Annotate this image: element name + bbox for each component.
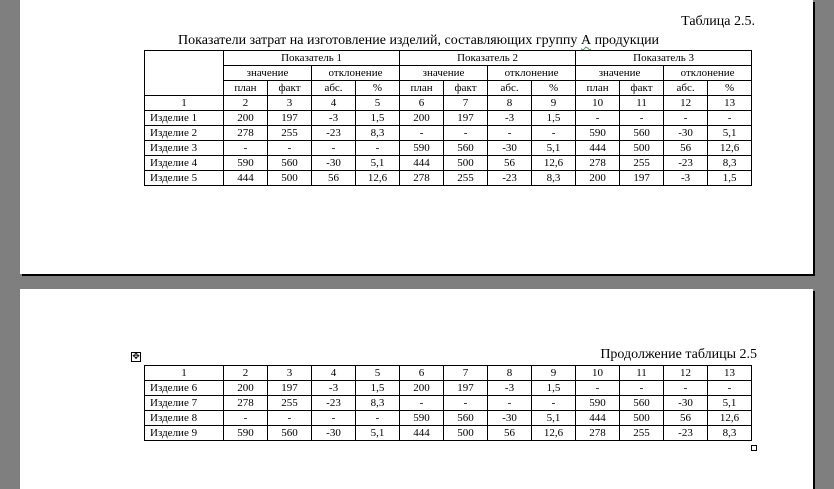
column-number-cell: 7 — [444, 366, 488, 381]
row-name-cell: Изделие 7 — [145, 396, 224, 411]
header-subgroup-cell: отклонение — [488, 66, 576, 81]
header-column-cell: план — [400, 81, 444, 96]
table-cell: 12,6 — [708, 411, 752, 426]
header-column-cell: % — [532, 81, 576, 96]
header-column-cell: % — [356, 81, 400, 96]
table-cell: 8,3 — [532, 171, 576, 186]
table-cell: 590 — [400, 141, 444, 156]
table-cell: 8,3 — [356, 396, 400, 411]
table-cell: 8,3 — [708, 156, 752, 171]
header-subgroup-cell: значение — [576, 66, 664, 81]
header-column-cell: факт — [444, 81, 488, 96]
table-cell: 590 — [576, 126, 620, 141]
table-cell: 444 — [224, 171, 268, 186]
table-cell: 5,1 — [708, 126, 752, 141]
column-number-cell: 10 — [576, 366, 620, 381]
table-cell: - — [664, 381, 708, 396]
move-cross-icon[interactable]: ✥ — [132, 352, 140, 362]
table-cell: 444 — [400, 426, 444, 441]
column-number-cell: 3 — [268, 366, 312, 381]
continuation-label: Продолжение таблицы 2.5 — [600, 347, 757, 362]
column-number-row — [145, 366, 752, 381]
table-cell: 5,1 — [532, 411, 576, 426]
table-cell: - — [444, 396, 488, 411]
table-cell: - — [488, 126, 532, 141]
row-name-cell: Изделие 6 — [145, 381, 224, 396]
table-cell: 255 — [620, 156, 664, 171]
header-column-cell: факт — [268, 81, 312, 96]
table-cell: 12,6 — [356, 171, 400, 186]
table-cell: 444 — [576, 411, 620, 426]
table-cell: -3 — [488, 381, 532, 396]
table-cell: 12,6 — [532, 156, 576, 171]
table-cell: 255 — [268, 126, 312, 141]
table-cell: 200 — [400, 111, 444, 126]
column-number-cell: 11 — [620, 366, 664, 381]
table-cell: - — [400, 126, 444, 141]
costs-table-continuation — [144, 365, 752, 441]
header-row-groups — [145, 51, 752, 66]
table-cell: 5,1 — [356, 426, 400, 441]
row-name-cell: Изделие 5 — [145, 171, 224, 186]
table-cell: - — [224, 411, 268, 426]
table-row — [145, 126, 752, 141]
table-cell: 200 — [224, 111, 268, 126]
table-cell: -30 — [312, 156, 356, 171]
column-number-cell: 7 — [444, 96, 488, 111]
table-cell: - — [576, 111, 620, 126]
document-page-2 — [20, 289, 813, 489]
table-cell: - — [708, 111, 752, 126]
column-number-cell: 6 — [400, 366, 444, 381]
table-cell: 590 — [400, 411, 444, 426]
table-cell: 197 — [444, 381, 488, 396]
table-cell: 197 — [444, 111, 488, 126]
table-cell: -30 — [312, 426, 356, 441]
column-number-cell: 4 — [312, 96, 356, 111]
column-number-cell: 8 — [488, 366, 532, 381]
header-row-subgroups — [145, 66, 752, 81]
table-cell: -3 — [312, 111, 356, 126]
row-name-cell: Изделие 9 — [145, 426, 224, 441]
table-cell: - — [400, 396, 444, 411]
table-cell: - — [488, 396, 532, 411]
table-cell: 197 — [268, 111, 312, 126]
column-number-cell: 2 — [224, 366, 268, 381]
table-cell: 590 — [224, 426, 268, 441]
table-title-text-end: продукции — [591, 33, 660, 48]
header-subgroup-cell: отклонение — [664, 66, 752, 81]
table-row — [145, 381, 752, 396]
table-cell: -23 — [664, 426, 708, 441]
table-cell: -3 — [312, 381, 356, 396]
table-cell: - — [356, 411, 400, 426]
column-number-cell: 13 — [708, 96, 752, 111]
row-name-cell: Изделие 3 — [145, 141, 224, 156]
table-cell: 5,1 — [708, 396, 752, 411]
table-cell: 56 — [488, 156, 532, 171]
table-cell: 278 — [400, 171, 444, 186]
table-cell: - — [444, 126, 488, 141]
header-corner-cell — [145, 51, 224, 96]
table-cell: -30 — [488, 411, 532, 426]
column-number-cell: 9 — [532, 366, 576, 381]
table-cell: -23 — [664, 156, 708, 171]
table-cell: 56 — [664, 141, 708, 156]
table-cell: - — [708, 381, 752, 396]
table-cell: -3 — [488, 111, 532, 126]
table-cell: 12,6 — [532, 426, 576, 441]
table-cell: - — [312, 411, 356, 426]
column-number-cell: 12 — [664, 366, 708, 381]
column-number-cell: 12 — [664, 96, 708, 111]
table-cell: 444 — [576, 141, 620, 156]
table-cell: 12,6 — [708, 141, 752, 156]
table-cell: 560 — [444, 141, 488, 156]
table-cell: - — [312, 141, 356, 156]
table-resize-handle[interactable] — [751, 445, 757, 451]
column-number-cell: 10 — [576, 96, 620, 111]
table-cell: 278 — [576, 426, 620, 441]
table-cell: - — [224, 141, 268, 156]
column-number-cell: 11 — [620, 96, 664, 111]
table-cell: -30 — [488, 141, 532, 156]
header-subgroup-cell: значение — [224, 66, 312, 81]
table-cell: 500 — [268, 171, 312, 186]
header-column-cell: факт — [620, 81, 664, 96]
table-cell: -3 — [664, 171, 708, 186]
table-title — [178, 33, 659, 49]
table-row — [145, 111, 752, 126]
column-number-cell: 1 — [145, 366, 224, 381]
table-cell: - — [620, 381, 664, 396]
table-cell: 255 — [444, 171, 488, 186]
table-cell: 1,5 — [356, 111, 400, 126]
table-cell: 197 — [620, 171, 664, 186]
table-cell: 560 — [620, 126, 664, 141]
table-cell: 5,1 — [532, 141, 576, 156]
table-cell: 278 — [576, 156, 620, 171]
table-cell: 56 — [488, 426, 532, 441]
document-page-1 — [20, 0, 813, 274]
row-name-cell: Изделие 4 — [145, 156, 224, 171]
row-name-cell: Изделие 2 — [145, 126, 224, 141]
table-cell: -23 — [312, 126, 356, 141]
table-cell: 1,5 — [356, 381, 400, 396]
column-number-cell: 8 — [488, 96, 532, 111]
header-subgroup-cell: отклонение — [312, 66, 400, 81]
table-cell: 200 — [576, 171, 620, 186]
header-row-columns — [145, 81, 752, 96]
table-cell: 200 — [400, 381, 444, 396]
header-column-cell: абс. — [664, 81, 708, 96]
table-cell: 560 — [268, 156, 312, 171]
column-number-cell: 6 — [400, 96, 444, 111]
header-group-cell: Показатель 3 — [576, 51, 752, 66]
table-cell: 197 — [268, 381, 312, 396]
table-title-text-start: Показатели затрат на изготовление изделий, составляющих группу — [178, 33, 581, 48]
table-cell: 1,5 — [532, 381, 576, 396]
table-cell: -23 — [312, 396, 356, 411]
table-cell: 200 — [224, 381, 268, 396]
table-cell: - — [620, 111, 664, 126]
table-row — [145, 411, 752, 426]
column-number-cell: 4 — [312, 366, 356, 381]
table-cell: 590 — [576, 396, 620, 411]
table-cell: 560 — [620, 396, 664, 411]
column-number-row — [145, 96, 752, 111]
table-cell: 1,5 — [708, 171, 752, 186]
table-cell: 500 — [620, 411, 664, 426]
header-group-cell: Показатель 1 — [224, 51, 400, 66]
column-number-cell: 3 — [268, 96, 312, 111]
header-group-cell: Показатель 2 — [400, 51, 576, 66]
table-cell: - — [532, 396, 576, 411]
table-cell: 590 — [224, 156, 268, 171]
table-row — [145, 141, 752, 156]
table-row — [145, 426, 752, 441]
table-cell: 56 — [312, 171, 356, 186]
table-cell: 560 — [268, 426, 312, 441]
table-cell: 500 — [620, 141, 664, 156]
header-subgroup-cell: значение — [400, 66, 488, 81]
column-number-cell: 5 — [356, 366, 400, 381]
table-cell: - — [356, 141, 400, 156]
table-row — [145, 396, 752, 411]
table-cell: -30 — [664, 126, 708, 141]
column-number-cell: 13 — [708, 366, 752, 381]
table-cell: 255 — [268, 396, 312, 411]
table-cell: 255 — [620, 426, 664, 441]
table-cell: -30 — [664, 396, 708, 411]
table-row — [145, 156, 752, 171]
table-cell: 278 — [224, 396, 268, 411]
table-cell: - — [268, 411, 312, 426]
table-cell: 278 — [224, 126, 268, 141]
header-column-cell: план — [576, 81, 620, 96]
row-name-cell: Изделие 8 — [145, 411, 224, 426]
column-number-cell: 2 — [224, 96, 268, 111]
column-number-cell: 1 — [145, 96, 224, 111]
table-cell: - — [664, 111, 708, 126]
column-number-cell: 5 — [356, 96, 400, 111]
table-cell: 444 — [400, 156, 444, 171]
column-number-cell: 9 — [532, 96, 576, 111]
costs-table — [144, 50, 752, 186]
header-column-cell: план — [224, 81, 268, 96]
table-cell: 1,5 — [532, 111, 576, 126]
table-cell: - — [576, 381, 620, 396]
header-column-cell: абс. — [488, 81, 532, 96]
table-label: Таблица 2.5. — [681, 14, 755, 29]
table-cell: - — [268, 141, 312, 156]
spellcheck-marked-word: А — [580, 33, 592, 48]
table-cell: 500 — [444, 156, 488, 171]
table-cell: -23 — [488, 171, 532, 186]
table-cell: 56 — [664, 411, 708, 426]
table-cell: - — [532, 126, 576, 141]
table-row — [145, 171, 752, 186]
table-cell: 500 — [444, 426, 488, 441]
table-cell: 8,3 — [356, 126, 400, 141]
header-column-cell: абс. — [312, 81, 356, 96]
table-cell: 560 — [444, 411, 488, 426]
header-column-cell: % — [708, 81, 752, 96]
table-cell: 5,1 — [356, 156, 400, 171]
table-cell: 8,3 — [708, 426, 752, 441]
row-name-cell: Изделие 1 — [145, 111, 224, 126]
